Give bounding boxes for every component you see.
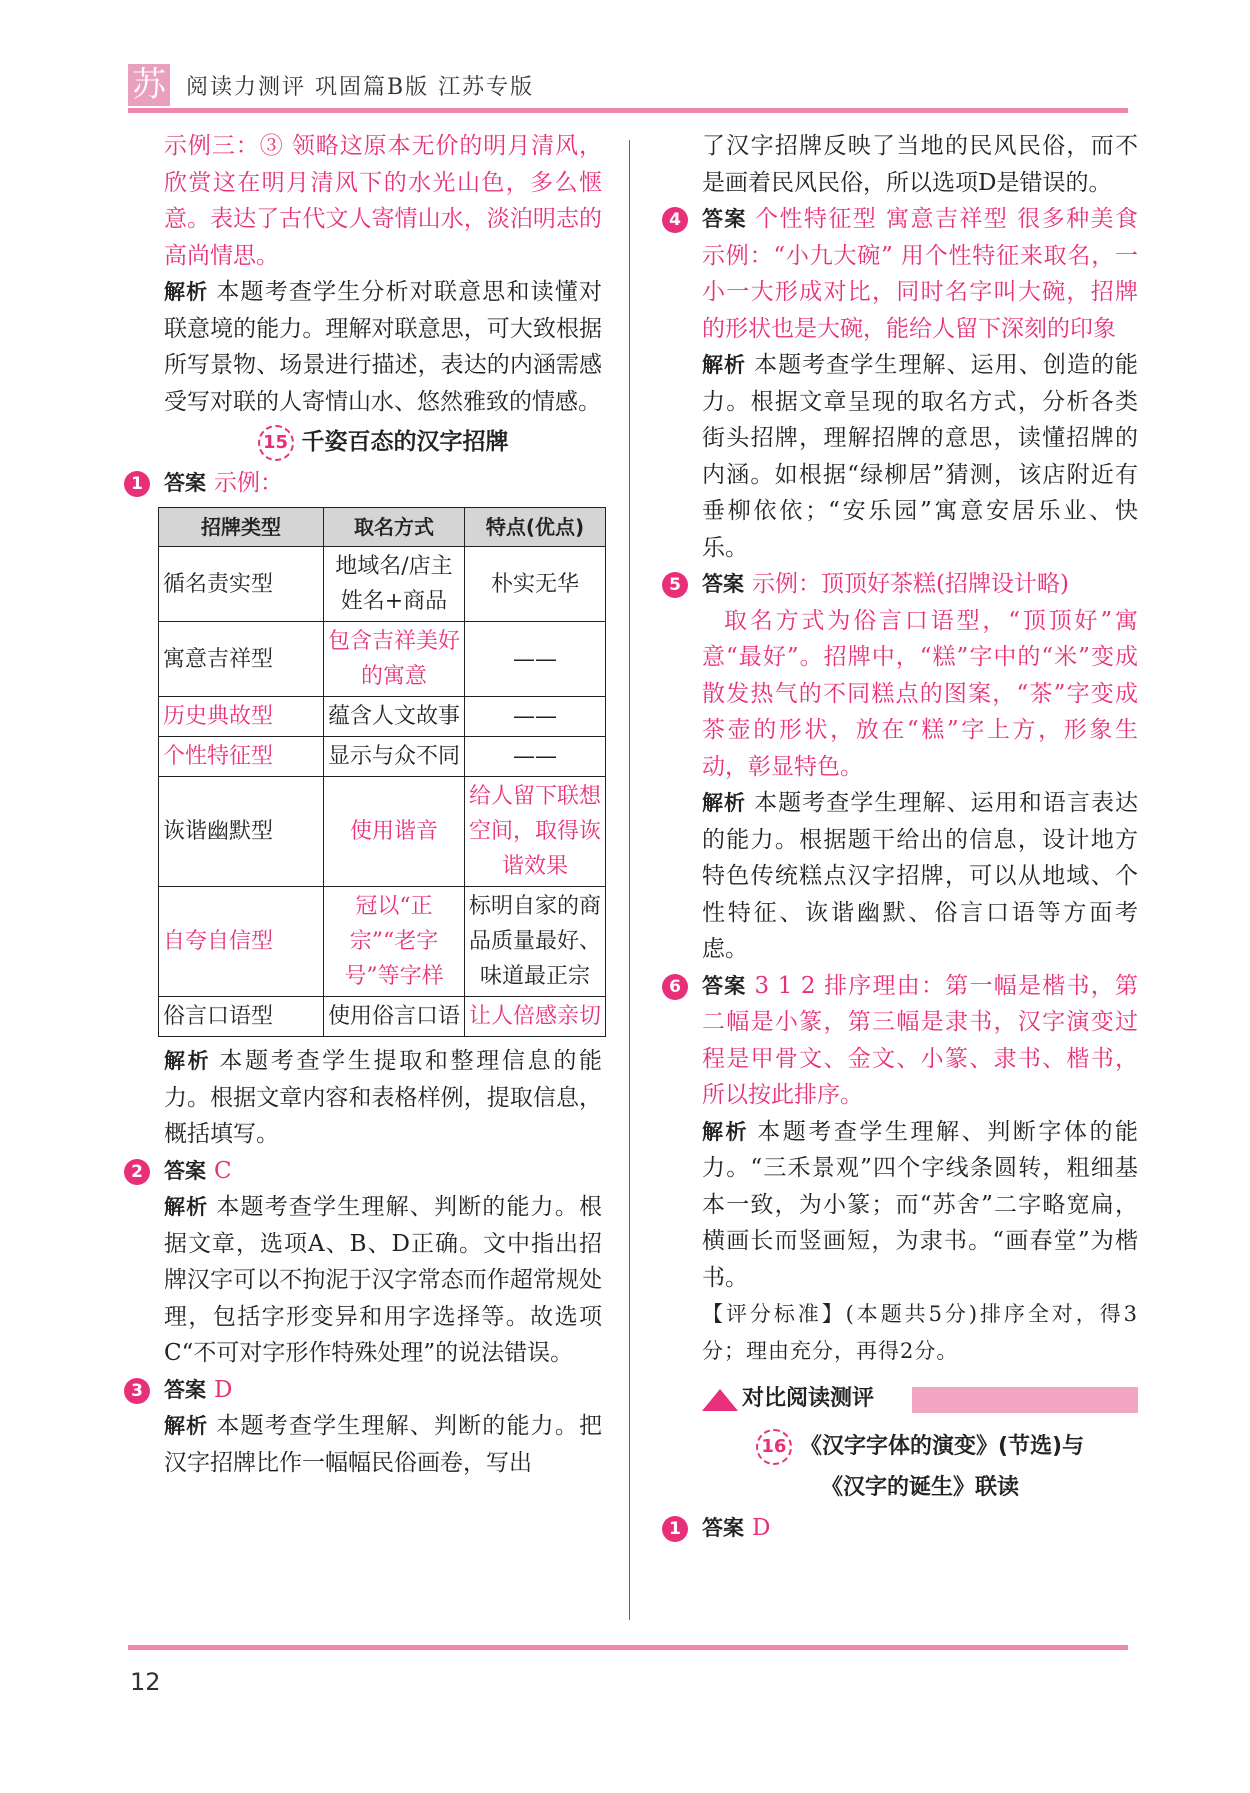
answer-label: 答案 [702, 973, 747, 998]
table-cell: 历史典故型 [159, 697, 324, 737]
analysis-paragraph [702, 785, 1138, 968]
page-number: 12 [130, 1668, 161, 1696]
analysis-label: 解析 [702, 353, 747, 377]
book-title: 阅读力测评 巩固篇B版 江苏专版 [186, 75, 535, 100]
table-cell: 显示与众不同 [323, 737, 464, 777]
answer-text: D [752, 1515, 771, 1541]
left-column [131, 128, 603, 1481]
analysis-paragraph [702, 1114, 1138, 1297]
scoring-criteria: 【评分标准】(本题共5分)排序全对，得3分；理由充分，再得2分。 [702, 1302, 1138, 1363]
analysis-paragraph [164, 1189, 602, 1372]
table-cell: 包含吉祥美好的寓意 [323, 622, 464, 697]
question-2 [131, 1153, 602, 1190]
answer-text: C [214, 1157, 232, 1184]
signboard-table [158, 507, 606, 1037]
table-cell: —— [464, 697, 605, 737]
analysis-paragraph [164, 274, 602, 420]
page-header [128, 62, 1128, 114]
analysis-text: 本题考查学生理解、判断的能力。根据文章，选项A、B、D正确。文中指出招牌汉字可以不拘泥于汉字常态而作超常规处理，包括字形变异和用字选择等。故选项C“不可对字形作特殊处理”的说法错误。 [164, 1194, 603, 1366]
continued-text: 了汉字招牌反映了当地的民风民俗，而不是画着民风民俗，所以选项D是错误的。 [702, 133, 1138, 196]
analysis-text: 本题考查学生理解、判断字体的能力。“三禾景观”四个字线条圆转，粗细基本一致，为小篆；而“苏舍”二字略宽扁，横画长而竖画短，为隶书。“画春堂”为楷书。 [702, 1118, 1138, 1291]
table-header: 特点(优点) [464, 508, 605, 547]
example-three: 示例三：③ 领略这原本无价的明月清风，欣赏这在明月清风下的水光山色，多么惬意。表达了古代文人寄情山水，淡泊明志的高尚情思。 [164, 133, 602, 269]
analysis-label: 解析 [702, 791, 747, 815]
answer-text: D [214, 1376, 233, 1403]
question-1 [131, 465, 602, 502]
compare-reading-banner [702, 1379, 1138, 1423]
answer-text: 3 1 2 排序理由：第一幅是楷书，第二幅是小篆，第三幅是隶书，汉字演变过程是甲骨文、金文、小篆、隶书、楷书，所以按此排序。 [702, 972, 1139, 1108]
table-cell: —— [464, 622, 605, 697]
answer-detail: 取名方式为俗言口语型，“顶顶好”寓意“最好”。招牌中，“糕”字中的“米”变成散发热气的不同糕点的图案，“茶”字变成茶壶的形状，放在“糕”字上方，形象生动，彰显特色。 [702, 607, 1138, 780]
banner-title: 对比阅读测评 [742, 1386, 875, 1411]
table-cell: 使用谐音 [323, 777, 464, 887]
analysis-paragraph [702, 347, 1138, 566]
table-cell: 使用俗言口语 [323, 997, 464, 1037]
table-row [159, 737, 606, 777]
analysis-label: 解析 [164, 280, 209, 304]
question-number: 5 [662, 572, 688, 598]
table-cell: 诙谐幽默型 [159, 777, 324, 887]
question-number: 6 [662, 974, 688, 1000]
analysis-text: 本题考查学生提取和整理信息的能力。根据文章内容和表格样例，提取信息，概括填写。 [164, 1048, 602, 1147]
section-number: 15 [258, 425, 294, 461]
question-4 [669, 201, 1139, 347]
analysis-paragraph [164, 1043, 602, 1153]
question-number: 3 [124, 1378, 150, 1404]
answer-label: 答案 [702, 1516, 744, 1540]
column-divider [629, 140, 630, 1620]
table-row [159, 547, 606, 622]
question-16-1 [669, 1510, 1138, 1547]
analysis-label: 解析 [164, 1195, 209, 1219]
answer-text: 示例： [214, 469, 283, 496]
question-5 [669, 566, 1138, 785]
header-rule [128, 108, 1128, 113]
analysis-label: 解析 [164, 1414, 209, 1438]
right-column [669, 128, 1139, 1547]
table-cell: 自夸自信型 [159, 887, 324, 997]
table-row [159, 777, 606, 887]
answer-label: 答案 [702, 207, 747, 231]
analysis-paragraph [164, 1408, 602, 1481]
analysis-text: 本题考查学生分析对联意思和读懂对联意境的能力。理解对联意思，可大致根据所写景物、场景进行描述，表达的内涵需感受写对联的人寄情山水、悠然雅致的情感。 [164, 279, 603, 415]
question-number: 1 [662, 1516, 688, 1542]
question-number: 2 [124, 1159, 150, 1185]
table-cell: 冠以“正宗”“老字号”等字样 [323, 887, 464, 997]
question-number: 4 [662, 207, 688, 233]
table-cell: —— [464, 737, 605, 777]
table-row [159, 887, 606, 997]
analysis-text: 本题考查学生理解、判断的能力。把汉字招牌比作一幅幅民俗画卷，写出 [164, 1413, 603, 1476]
footer-rule [128, 1645, 1128, 1650]
table-header: 招牌类型 [159, 508, 324, 547]
table-cell: 俗言口语型 [159, 997, 324, 1037]
question-3 [131, 1372, 602, 1409]
question-number: 1 [124, 471, 150, 497]
table-cell: 朴实无华 [464, 547, 605, 622]
section-title-line1: 《汉字字体的演变》(节选)与 [799, 1434, 1085, 1459]
table-cell: 地域名/店主姓名+商品 [323, 547, 464, 622]
table-row [159, 697, 606, 737]
section-number: 16 [756, 1429, 792, 1465]
answer-text: 个性特征型 寓意吉祥型 很多种美食 示例：“小九大碗” 用个性特征来取名，一小一大形成对比，同时名字叫大碗，招牌的形状也是大碗，能给人留下深刻的印象 [702, 206, 1139, 342]
table-cell: 寓意吉祥型 [159, 622, 324, 697]
table-cell: 蕴含人文故事 [323, 697, 464, 737]
banner-band [912, 1387, 1138, 1413]
answer-label: 答案 [164, 470, 206, 495]
table-cell: 标明自家的商品质量最好、味道最正宗 [464, 887, 605, 997]
table-cell: 让人倍感亲切 [464, 997, 605, 1037]
section-16-subtitle: 《汉字的诞生》联读 [820, 1474, 1019, 1500]
section-title-text: 千姿百态的汉字招牌 [301, 429, 509, 455]
answer-label: 答案 [164, 1158, 206, 1183]
section-16-title [702, 1429, 1138, 1466]
analysis-text: 本题考查学生理解、运用、创造的能力。根据文章呈现的取名方式，分析各类街头招牌，理解招牌的意思，读懂招牌的内涵。如根据“绿柳居”猜测，该店附近有垂柳依依；“安乐园”寓意安居乐业、快乐。 [702, 352, 1139, 561]
answer-label: 答案 [164, 1377, 206, 1402]
analysis-text: 本题考查学生理解、运用和语言表达的能力。根据题干给出的信息，设计地方特色传统糕点汉字招牌，可以从地域、个性特征、诙谐幽默、俗言口语等方面考虑。 [702, 790, 1139, 962]
answer-text: 示例：顶顶好茶糕(招牌设计略) [752, 571, 1069, 597]
banner-mark-icon [702, 1389, 738, 1411]
section-15-title [164, 424, 602, 461]
analysis-label: 解析 [702, 1119, 750, 1144]
analysis-label: 解析 [164, 1049, 212, 1073]
question-6 [669, 968, 1139, 1114]
table-cell: 个性特征型 [159, 737, 324, 777]
table-cell: 循名责实型 [159, 547, 324, 622]
table-row [159, 997, 606, 1037]
answer-label: 答案 [702, 572, 744, 596]
table-row [159, 622, 606, 697]
table-cell: 给人留下联想空间，取得诙谐效果 [464, 777, 605, 887]
table-header: 取名方式 [323, 508, 464, 547]
book-logo: 苏 [128, 64, 170, 106]
